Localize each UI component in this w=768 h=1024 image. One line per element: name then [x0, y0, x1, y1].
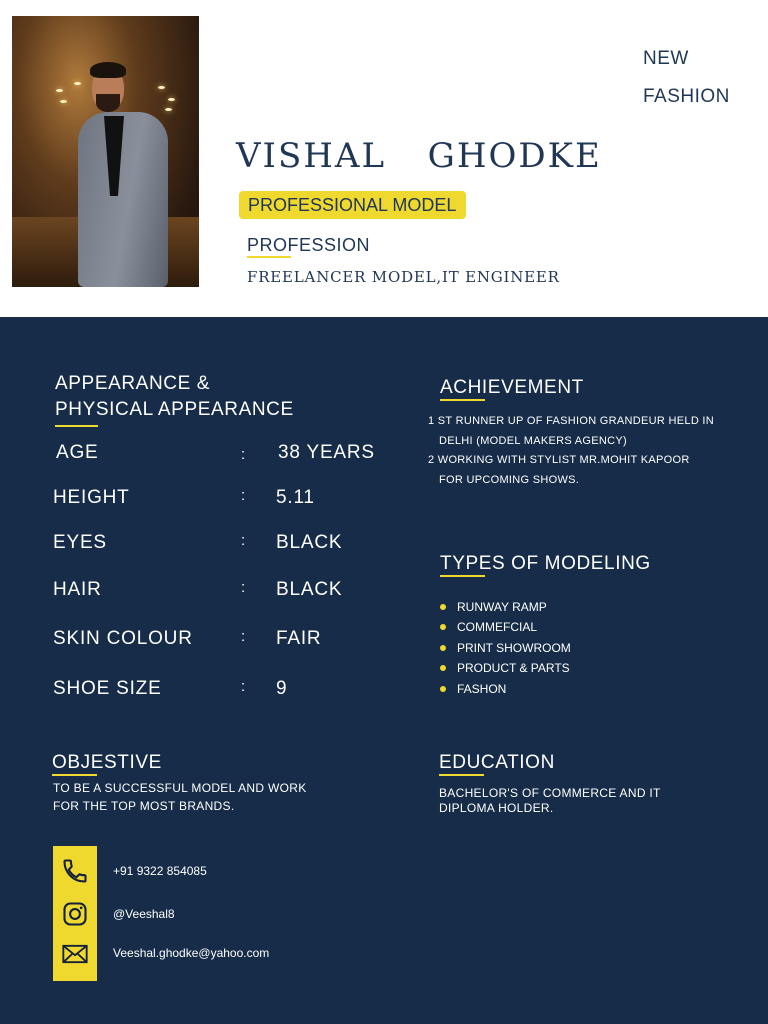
email-address[interactable]: Veeshal.ghodke@yahoo.com: [113, 946, 270, 960]
model-figure: [78, 112, 168, 287]
education-line: BACHELOR'S OF COMMERCE AND IT: [439, 786, 661, 800]
new-fashion-tag: [643, 40, 730, 116]
attribute-label: AGE: [56, 442, 99, 463]
attribute-row-age: [53, 442, 453, 472]
list-item: [440, 659, 571, 679]
education-text: [439, 786, 661, 816]
attribute-separator: :: [241, 487, 246, 504]
model-hair: [90, 62, 126, 78]
appearance-title: [55, 371, 294, 423]
attribute-value: BLACK: [276, 532, 343, 553]
phone-icon: [61, 857, 89, 885]
objective-title: OBJESTIVE: [52, 752, 162, 773]
attribute-separator: :: [241, 628, 246, 645]
attribute-label: SHOE SIZE: [53, 678, 162, 699]
modeling-item-label: FASHON: [457, 681, 507, 696]
light-decoration: [60, 100, 67, 103]
attribute-separator: :: [241, 579, 246, 596]
modeling-item-label: RUNWAY RAMP: [457, 600, 547, 614]
appearance-title-line2: PHYSICAL APPEARANCE: [55, 399, 294, 420]
modeling-item-label: PRINT SHOWROOM: [457, 640, 571, 655]
education-title: EDUCATION: [439, 752, 555, 773]
attribute-label: HEIGHT: [53, 487, 130, 508]
objective-line: FOR THE TOP MOST BRANDS.: [53, 799, 235, 813]
profession-label: PROFESSION: [247, 235, 371, 255]
attribute-label: HAIR: [53, 579, 102, 600]
attribute-row-skin-colour: [53, 628, 453, 658]
achievement-line: 2 WORKING WITH STYLIST MR.MOHIT KAPOOR: [428, 454, 690, 466]
achievement-list: [428, 412, 714, 490]
tag-line-new: NEW: [643, 48, 689, 69]
modeling-list: [440, 598, 571, 700]
appearance-underline: [55, 425, 98, 427]
light-decoration: [158, 86, 165, 89]
modeling-item-label: COMMEFCIAL: [457, 620, 538, 635]
objective-line: TO BE A SUCCESSFUL MODEL AND WORK: [53, 781, 307, 795]
education-underline: [439, 774, 484, 776]
education-line: DIPLOMA HOLDER.: [439, 801, 554, 815]
attribute-row-hair: [53, 579, 453, 609]
tag-line-fashion: FASHION: [643, 86, 730, 107]
attribute-value: 5.11: [276, 487, 315, 508]
bullet-dot-icon: [440, 686, 446, 692]
achievement-line: DELHI (MODEL MAKERS AGENCY): [439, 434, 628, 447]
instagram-icon: [61, 900, 89, 928]
instagram-handle[interactable]: @Veeshal8: [113, 907, 175, 921]
contact-icon-bar: [53, 846, 97, 981]
attribute-row-shoe-size: [53, 678, 453, 708]
professional-model-badge: PROFESSIONAL MODEL: [239, 191, 466, 219]
modeling-underline: [440, 575, 485, 577]
achievement-title: ACHIEVEMENT: [440, 377, 584, 398]
profession-value: FREELANCER MODEL,IT ENGINEER: [247, 268, 560, 286]
list-item: [440, 598, 571, 618]
achievement-line: FOR UPCOMING SHOWS.: [439, 473, 580, 486]
attribute-separator: :: [241, 446, 246, 463]
light-decoration: [74, 82, 81, 85]
modeling-item-label: PRODUCT & PARTS: [457, 661, 570, 676]
light-decoration: [56, 89, 63, 92]
attribute-label: EYES: [53, 532, 107, 553]
model-name: VISHAL GHODKE: [236, 136, 602, 176]
bullet-dot-icon: [440, 604, 446, 610]
attribute-value: 9: [276, 678, 288, 699]
attribute-row-eyes: [53, 532, 453, 562]
profile-photo: [12, 16, 199, 287]
light-decoration: [168, 98, 175, 101]
attribute-separator: :: [241, 678, 246, 695]
bullet-dot-icon: [440, 665, 446, 671]
attribute-row-height: [53, 487, 453, 517]
list-item: [440, 680, 571, 700]
header-section: [0, 0, 768, 317]
objective-text: [53, 779, 307, 815]
light-decoration: [165, 108, 172, 111]
objective-underline: [52, 774, 97, 776]
bullet-dot-icon: [440, 645, 446, 651]
mail-icon: [61, 940, 89, 968]
attribute-separator: :: [241, 532, 246, 549]
attribute-value: BLACK: [276, 579, 343, 600]
model-beard: [96, 94, 120, 112]
attribute-value: FAIR: [276, 628, 322, 649]
phone-number[interactable]: +91 9322 854085: [113, 864, 207, 878]
attribute-label: SKIN COLOUR: [53, 628, 193, 649]
appearance-title-line1: APPEARANCE &: [55, 373, 211, 394]
achievement-line: 1 ST RUNNER UP OF FASHION GRANDEUR HELD IN: [428, 415, 715, 427]
profession-underline: [247, 256, 291, 258]
list-item: [440, 618, 571, 638]
bullet-dot-icon: [440, 624, 446, 630]
list-item: [440, 639, 571, 659]
achievement-underline: [440, 399, 485, 401]
modeling-title: TYPES OF MODELING: [440, 553, 651, 574]
attribute-value: 38 YEARS: [278, 442, 375, 463]
